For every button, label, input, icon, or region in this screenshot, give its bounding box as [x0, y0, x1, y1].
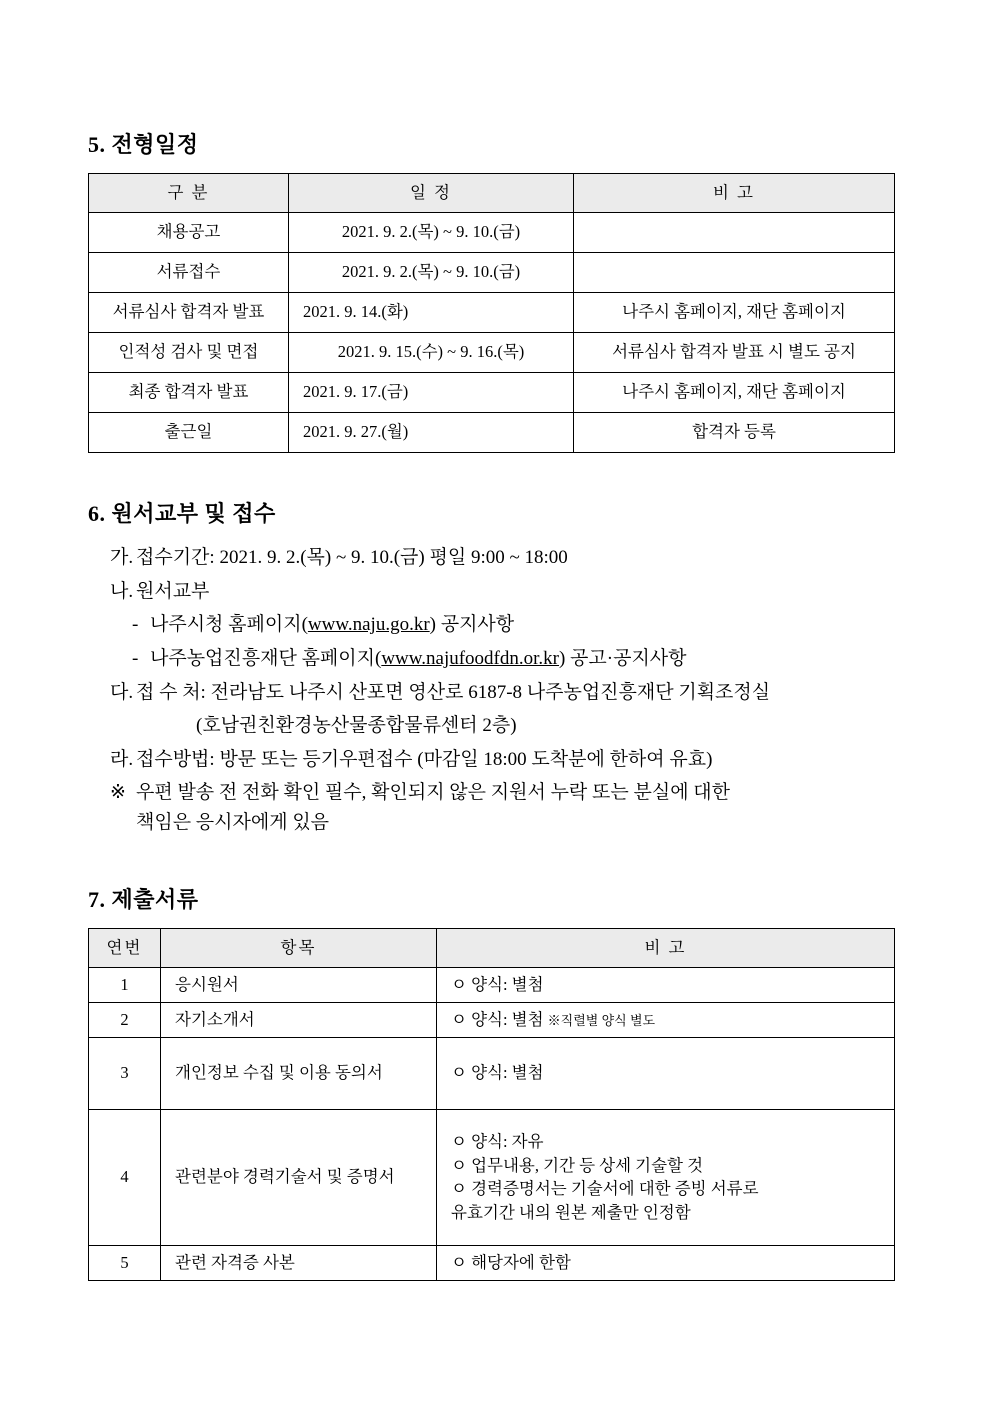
schedule-cell-ilcheong: 2021. 9. 2.(목) ~ 9. 10.(금) [289, 212, 574, 252]
schedule-cell-bigo: 합격자 등록 [574, 412, 895, 452]
list-item [110, 677, 904, 710]
documents-cell-item: 자기소개서 [161, 1003, 437, 1038]
list-item [110, 744, 904, 777]
table-row [89, 412, 895, 452]
documents-cell-notes [437, 1037, 895, 1109]
documents-cell-notes [437, 1245, 895, 1280]
section-schedule [88, 128, 904, 453]
note-line: ㅇ 해당자에 한함 [451, 1252, 571, 1272]
list-item-text-c2: (호남권친환경농산물종합물류센터 2층) [196, 715, 517, 737]
schedule-header-gubun: 구 분 [89, 174, 289, 213]
schedule-cell-gubun: 최종 합격자 발표 [89, 372, 289, 412]
documents-cell-item: 개인정보 수집 및 이용 동의서 [161, 1037, 437, 1109]
table-row [89, 1245, 895, 1280]
schedule-cell-ilcheong: 2021. 9. 15.(수) ~ 9. 16.(목) [289, 332, 574, 372]
documents-cell-no: 5 [89, 1245, 161, 1280]
schedule-cell-gubun: 채용공고 [89, 212, 289, 252]
note-line: ㅇ 양식: 별첨 [451, 975, 544, 995]
naju-site-prefix: 나주시청 홈페이지( [150, 614, 308, 636]
table-row [89, 212, 895, 252]
note-line: ㅇ 경력증명서는 기술서에 대한 증빙 서류로 [451, 1179, 759, 1199]
schedule-cell-ilcheong: 2021. 9. 2.(목) ~ 9. 10.(금) [289, 252, 574, 292]
list-item-text-b: 원서교부 [136, 580, 210, 602]
documents-cell-no: 4 [89, 1109, 161, 1245]
foundation-homepage-link[interactable]: www.najufoodfdn.or.kr [381, 647, 559, 669]
schedule-cell-bigo: 나주시 홈페이지, 재단 홈페이지 [574, 292, 895, 332]
note-line: ㅇ 양식: 별첨 [451, 1010, 544, 1029]
schedule-cell-ilcheong: 2021. 9. 14.(화) [289, 292, 574, 332]
table-header-row [89, 174, 895, 213]
document-content [88, 128, 904, 1315]
documents-header-no: 연번 [89, 929, 161, 968]
section-application-title: 6. 원서교부 및 접수 [88, 500, 276, 526]
schedule-cell-gubun: 인적성 검사 및 면접 [89, 332, 289, 372]
table-row [89, 372, 895, 412]
documents-cell-no: 2 [89, 1003, 161, 1038]
table-row [89, 968, 895, 1003]
note-text-continued: 책임은 응시자에게 있음 [136, 812, 330, 834]
schedule-header-ilcheong: 일 정 [289, 174, 574, 213]
documents-cell-notes [437, 968, 895, 1003]
schedule-cell-bigo: 나주시 홈페이지, 재단 홈페이지 [574, 372, 895, 412]
note-line: ㅇ 양식: 자유 [451, 1131, 544, 1151]
table-row [89, 332, 895, 372]
schedule-cell-bigo [574, 252, 895, 292]
table-row [89, 292, 895, 332]
schedule-cell-gubun: 서류접수 [89, 252, 289, 292]
table-row [89, 1003, 895, 1038]
note-extra: ※직렬별 양식 별도 [547, 1013, 656, 1028]
list-item [110, 542, 904, 575]
documents-cell-no: 3 [89, 1037, 161, 1109]
list-item-label-a: 가. [110, 546, 134, 568]
documents-cell-notes [437, 1109, 895, 1245]
schedule-table [88, 173, 895, 453]
schedule-cell-gubun: 서류심사 합격자 발표 [89, 292, 289, 332]
note-line: ㅇ 업무내용, 기간 등 상세 기술할 것 [451, 1155, 704, 1175]
list-item-text-a: 접수기간: 2021. 9. 2.(목) ~ 9. 10.(금) 평일 9:00 ~ 18:00 [136, 546, 568, 568]
section-documents-title: 7. 제출서류 [88, 887, 199, 913]
section-schedule-title: 5. 전형일정 [88, 132, 199, 157]
documents-header-bigo: 비 고 [437, 929, 895, 968]
note-line: 유효기간 내의 원본 제출만 인정함 [451, 1203, 691, 1223]
list-item [196, 710, 904, 743]
list-item [132, 643, 904, 676]
list-item-text-c: 접 수 처: 전라남도 나주시 산포면 영산로 6187-8 나주농업진흥재단 기획조정실 [136, 681, 771, 703]
table-row [89, 1109, 895, 1245]
note-line: ㅇ 양식: 별첨 [451, 1063, 544, 1083]
schedule-cell-ilcheong: 2021. 9. 17.(금) [289, 372, 574, 412]
schedule-header-bigo: 비 고 [574, 174, 895, 213]
documents-cell-item: 관련분야 경력기술서 및 증명서 [161, 1109, 437, 1245]
section-documents [88, 883, 904, 1281]
list-item-text-d: 접수방법: 방문 또는 등기우편접수 (마감일 18:00 도착분에 한하여 유효) [136, 748, 713, 770]
list-item [132, 609, 904, 642]
schedule-cell-gubun: 출근일 [89, 412, 289, 452]
schedule-cell-bigo: 서류심사 합격자 발표 시 별도 공지 [574, 332, 895, 372]
list-item [110, 576, 904, 609]
documents-cell-item: 응시원서 [161, 968, 437, 1003]
dash-marker: - [132, 647, 139, 669]
naju-homepage-link[interactable]: www.naju.go.kr [307, 614, 430, 636]
application-list [110, 542, 904, 839]
naju-site-suffix: ) 공지사항 [429, 614, 515, 636]
foundation-site-prefix: 나주농업진흥재단 홈페이지( [150, 647, 382, 669]
documents-header-item: 항목 [161, 929, 437, 968]
table-row [89, 252, 895, 292]
documents-cell-no: 1 [89, 968, 161, 1003]
list-item-label-b: 나. [110, 580, 134, 602]
documents-cell-notes [437, 1003, 895, 1038]
documents-table [88, 928, 895, 1281]
schedule-cell-ilcheong: 2021. 9. 27.(월) [289, 412, 574, 452]
documents-cell-item: 관련 자격증 사본 [161, 1245, 437, 1280]
table-row [89, 1037, 895, 1109]
foundation-site-suffix: ) 공고·공지사항 [558, 647, 687, 669]
dash-marker: - [132, 614, 139, 636]
section-application [88, 497, 904, 839]
table-header-row [89, 929, 895, 968]
note-mark: ※ [110, 781, 126, 803]
schedule-cell-bigo [574, 212, 895, 252]
list-item-label-c: 다. [110, 681, 134, 703]
list-item-label-d: 라. [110, 748, 134, 770]
list-item-note [110, 778, 904, 840]
note-text: 우편 발송 전 전화 확인 필수, 확인되지 않은 지원서 누락 또는 분실에 대한 [136, 781, 731, 803]
